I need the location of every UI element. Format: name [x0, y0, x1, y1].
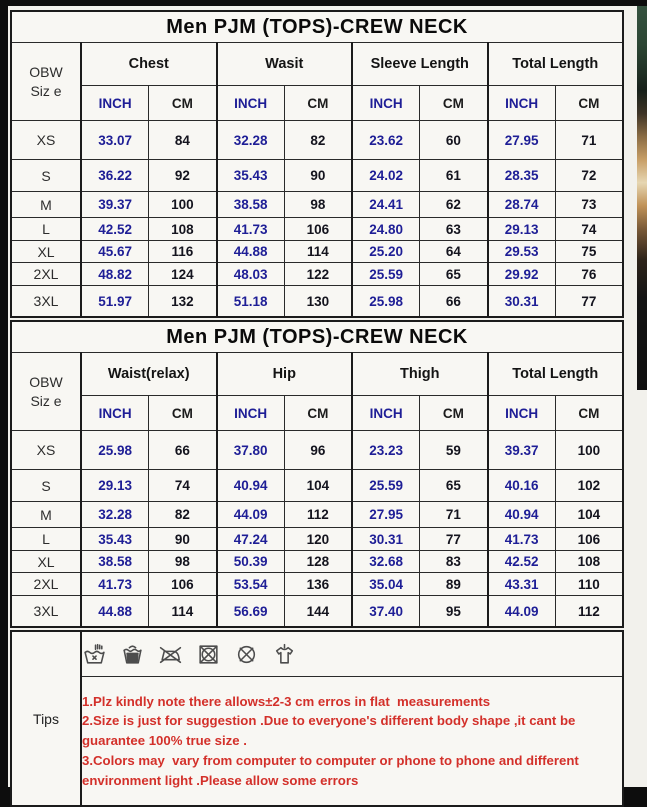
measurement-cell: 108 — [149, 218, 217, 241]
measurement-cell: 75 — [555, 241, 623, 263]
table-row — [11, 470, 623, 502]
measurement-cell: 74 — [555, 218, 623, 241]
measurement-cell: 53.54 — [217, 573, 285, 596]
size-label: 3XL — [11, 596, 81, 628]
table-row — [11, 286, 623, 318]
measurement-cell: 29.53 — [488, 241, 556, 263]
unit-header-inch: INCH — [488, 86, 556, 121]
size-label: S — [11, 470, 81, 502]
measurement-cell: 112 — [284, 502, 352, 528]
measurement-cell: 30.31 — [488, 286, 556, 318]
measurement-cell: 32.28 — [217, 121, 285, 160]
unit-header-cm: CM — [284, 396, 352, 431]
table-row — [11, 121, 623, 160]
measurement-cell: 112 — [555, 596, 623, 628]
measurement-cell: 37.80 — [217, 431, 285, 470]
measurement-cell: 25.98 — [352, 286, 420, 318]
measurement-cell: 32.68 — [352, 551, 420, 573]
measurement-cell: 116 — [149, 241, 217, 263]
column-group-total-length: Total Length — [488, 353, 624, 396]
unit-header-cm: CM — [555, 396, 623, 431]
measurement-cell: 106 — [284, 218, 352, 241]
size-table-1 — [10, 10, 624, 318]
size-label: S — [11, 160, 81, 192]
measurement-cell: 41.73 — [217, 218, 285, 241]
measurement-cell: 41.73 — [81, 573, 149, 596]
do-not-dry-clean-icon — [234, 642, 259, 667]
measurement-cell: 130 — [284, 286, 352, 318]
measurement-cell: 65 — [420, 470, 488, 502]
tips-line-1: 1.Plz kindly note there allows±2-3 cm erros in flat measurements — [82, 693, 491, 709]
measurement-cell: 114 — [284, 241, 352, 263]
measurement-cell: 76 — [555, 263, 623, 286]
size-label: XS — [11, 431, 81, 470]
measurement-cell: 66 — [149, 431, 217, 470]
photo-edge-strip — [637, 6, 647, 390]
measurement-cell: 90 — [149, 528, 217, 551]
measurement-cell: 104 — [284, 470, 352, 502]
measurement-cell: 122 — [284, 263, 352, 286]
column-group-hip: Hip — [217, 353, 353, 396]
measurement-cell: 114 — [149, 596, 217, 628]
measurement-cell: 92 — [149, 160, 217, 192]
measurement-cell: 74 — [149, 470, 217, 502]
size-chart-sheet — [8, 6, 647, 787]
measurement-cell: 45.67 — [81, 241, 149, 263]
measurement-cell: 95 — [420, 596, 488, 628]
measurement-cell: 28.35 — [488, 160, 556, 192]
measurement-cell: 37.40 — [352, 596, 420, 628]
measurement-cell: 27.95 — [488, 121, 556, 160]
measurement-cell: 62 — [420, 192, 488, 218]
unit-header-cm: CM — [420, 86, 488, 121]
table-title: Men PJM (TOPS)-CREW NECK — [11, 11, 623, 43]
table-row — [11, 528, 623, 551]
measurement-cell: 96 — [284, 431, 352, 470]
drip-dry-icon — [272, 642, 297, 667]
measurement-cell: 83 — [420, 551, 488, 573]
measurement-cell: 108 — [555, 551, 623, 573]
measurement-cell: 144 — [284, 596, 352, 628]
measurement-cell: 110 — [555, 573, 623, 596]
measurement-cell: 51.18 — [217, 286, 285, 318]
measurement-cell: 25.59 — [352, 470, 420, 502]
measurement-cell: 38.58 — [217, 192, 285, 218]
size-label: XL — [11, 551, 81, 573]
measurement-cell: 44.88 — [217, 241, 285, 263]
tips-section — [10, 630, 624, 807]
measurement-cell: 98 — [149, 551, 217, 573]
table-row — [11, 263, 623, 286]
measurement-cell: 30.31 — [352, 528, 420, 551]
measurement-cell: 128 — [284, 551, 352, 573]
measurement-cell: 51.97 — [81, 286, 149, 318]
measurement-cell: 40.16 — [488, 470, 556, 502]
size-label: 3XL — [11, 286, 81, 318]
unit-header-cm: CM — [555, 86, 623, 121]
column-group-chest: Chest — [81, 43, 217, 86]
measurement-cell: 82 — [284, 121, 352, 160]
measurement-cell: 48.82 — [81, 263, 149, 286]
table-row — [11, 431, 623, 470]
measurement-cell: 72 — [555, 160, 623, 192]
measurement-cell: 77 — [555, 286, 623, 318]
measurement-cell: 44.88 — [81, 596, 149, 628]
measurement-cell: 24.41 — [352, 192, 420, 218]
unit-header-inch: INCH — [352, 86, 420, 121]
measurement-cell: 40.94 — [488, 502, 556, 528]
size-column-header-line1: OBW — [29, 373, 63, 390]
unit-header-inch: INCH — [81, 396, 149, 431]
size-column-header-line2: Siz e — [30, 82, 62, 99]
tips-label: Tips — [11, 631, 81, 806]
size-label: L — [11, 528, 81, 551]
measurement-cell: 89 — [420, 573, 488, 596]
measurement-cell: 102 — [555, 470, 623, 502]
table-row — [11, 160, 623, 192]
table-row — [11, 573, 623, 596]
measurement-cell: 82 — [149, 502, 217, 528]
measurement-cell: 35.04 — [352, 573, 420, 596]
measurement-cell: 100 — [149, 192, 217, 218]
measurement-cell: 56.69 — [217, 596, 285, 628]
do-not-tumble-dry-icon — [196, 642, 221, 667]
size-column-header — [11, 353, 81, 431]
measurement-cell: 29.13 — [81, 470, 149, 502]
table-row — [11, 241, 623, 263]
measurement-cell: 38.58 — [81, 551, 149, 573]
tips-text — [81, 677, 623, 807]
unit-header-inch: INCH — [217, 86, 285, 121]
measurement-cell: 39.37 — [81, 192, 149, 218]
tips-line-2: 2.Size is just for suggestion .Due to everyone's different body shape ,it cant be guarantee 100% true size . — [82, 713, 580, 749]
column-group-thigh: Thigh — [352, 353, 488, 396]
measurement-cell: 71 — [420, 502, 488, 528]
measurement-cell: 90 — [284, 160, 352, 192]
measurement-cell: 100 — [555, 431, 623, 470]
column-group-waist-relax: Waist(relax) — [81, 353, 217, 396]
table-title: Men PJM (TOPS)-CREW NECK — [11, 321, 623, 353]
measurement-cell: 25.59 — [352, 263, 420, 286]
measurement-cell: 84 — [149, 121, 217, 160]
measurement-cell: 71 — [555, 121, 623, 160]
measurement-cell: 47.24 — [217, 528, 285, 551]
size-column-header-line1: OBW — [29, 63, 63, 80]
measurement-cell: 41.73 — [488, 528, 556, 551]
measurement-cell: 120 — [284, 528, 352, 551]
measurement-cell: 63 — [420, 218, 488, 241]
column-group-sleeve-length: Sleeve Length — [352, 43, 488, 86]
measurement-cell: 73 — [555, 192, 623, 218]
measurement-cell: 28.74 — [488, 192, 556, 218]
table-row — [11, 192, 623, 218]
unit-header-inch: INCH — [352, 396, 420, 431]
size-label: XL — [11, 241, 81, 263]
size-table-2 — [10, 320, 624, 628]
measurement-cell: 44.09 — [488, 596, 556, 628]
measurement-cell: 36.22 — [81, 160, 149, 192]
measurement-cell: 35.43 — [217, 160, 285, 192]
table-row — [11, 218, 623, 241]
measurement-cell: 24.80 — [352, 218, 420, 241]
measurement-cell: 77 — [420, 528, 488, 551]
measurement-cell: 35.43 — [81, 528, 149, 551]
size-column-header — [11, 43, 81, 121]
measurement-cell: 136 — [284, 573, 352, 596]
measurement-cell: 64 — [420, 241, 488, 263]
measurement-cell: 40.94 — [217, 470, 285, 502]
measurement-cell: 23.23 — [352, 431, 420, 470]
wash-dark-icon — [120, 642, 145, 667]
measurement-cell: 60 — [420, 121, 488, 160]
unit-header-inch: INCH — [217, 396, 285, 431]
measurement-cell: 65 — [420, 263, 488, 286]
size-label: 2XL — [11, 263, 81, 286]
measurement-cell: 59 — [420, 431, 488, 470]
hand-wash-icon — [82, 642, 107, 667]
unit-header-cm: CM — [420, 396, 488, 431]
column-group-waist: Wasit — [217, 43, 353, 86]
measurement-cell: 39.37 — [488, 431, 556, 470]
measurement-cell: 23.62 — [352, 121, 420, 160]
measurement-cell: 29.92 — [488, 263, 556, 286]
measurement-cell: 124 — [149, 263, 217, 286]
measurement-cell: 66 — [420, 286, 488, 318]
measurement-cell: 61 — [420, 160, 488, 192]
measurement-cell: 106 — [149, 573, 217, 596]
measurement-cell: 33.07 — [81, 121, 149, 160]
unit-header-cm: CM — [149, 86, 217, 121]
measurement-cell: 104 — [555, 502, 623, 528]
measurement-cell: 50.39 — [217, 551, 285, 573]
tips-line-3: 3.Colors may vary from computer to computer or phone to phone and different environment light .Please allow some errors — [82, 752, 583, 788]
measurement-cell: 42.52 — [488, 551, 556, 573]
unit-header-cm: CM — [149, 396, 217, 431]
care-symbols-row — [81, 631, 623, 677]
size-column-header-line2: Siz e — [30, 392, 62, 409]
size-label: M — [11, 502, 81, 528]
measurement-cell: 106 — [555, 528, 623, 551]
measurement-cell: 98 — [284, 192, 352, 218]
size-label: L — [11, 218, 81, 241]
measurement-cell: 29.13 — [488, 218, 556, 241]
measurement-cell: 132 — [149, 286, 217, 318]
table-row — [11, 596, 623, 628]
unit-header-cm: CM — [284, 86, 352, 121]
measurement-cell: 43.31 — [488, 573, 556, 596]
measurement-cell: 32.28 — [81, 502, 149, 528]
column-group-total-length: Total Length — [488, 43, 624, 86]
measurement-cell: 25.98 — [81, 431, 149, 470]
measurement-cell: 48.03 — [217, 263, 285, 286]
unit-header-inch: INCH — [81, 86, 149, 121]
measurement-cell: 44.09 — [217, 502, 285, 528]
unit-header-inch: INCH — [488, 396, 556, 431]
measurement-cell: 27.95 — [352, 502, 420, 528]
size-label: M — [11, 192, 81, 218]
size-label: 2XL — [11, 573, 81, 596]
measurement-cell: 42.52 — [81, 218, 149, 241]
measurement-cell: 24.02 — [352, 160, 420, 192]
do-not-iron-icon — [158, 642, 183, 667]
size-label: XS — [11, 121, 81, 160]
measurement-cell: 25.20 — [352, 241, 420, 263]
table-row — [11, 551, 623, 573]
table-row — [11, 502, 623, 528]
